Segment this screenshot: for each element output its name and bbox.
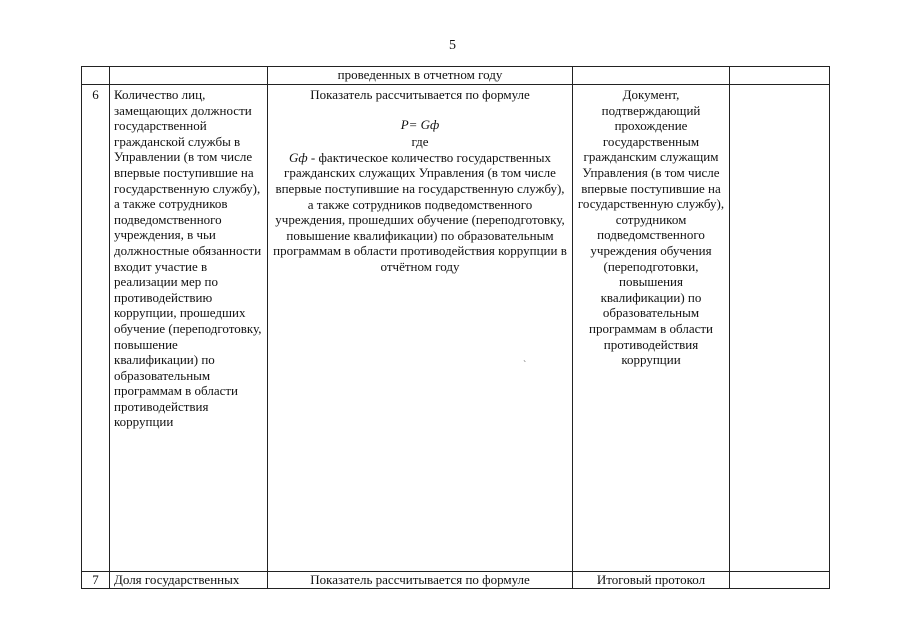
cell-extra: [730, 572, 830, 589]
cell-name: Количество лиц, замещающих должности государственной гражданской службы в Управлении (в том числе впервые поступившие на государственную службу), а также сотрудников подведомственного учреждения, в чьи должностные обязанности входит участие в реализации мер по противодействию коррупции, прошедших обучение (переподготовку, повышение квалификации) по образовательным программам в области противодействия коррупции: [110, 85, 268, 572]
method-intro: Показатель рассчитывается по формуле: [310, 87, 530, 102]
cell-extra: [730, 67, 830, 85]
formula-symbol: Gф: [289, 149, 308, 165]
cell-source: Документ, подтверждающий прохождение государственным гражданским служащим Управления (в том числе впервые поступившие на государственную службу), сотрудником подведомственного учреждения обучения (переподготовки, повышения квалификации) по образовательным программам в области противодействия коррупции: [573, 85, 730, 572]
scan-artifact-mark: ˋ: [523, 360, 527, 371]
cell-method: [268, 85, 573, 572]
cell-num: [82, 67, 110, 85]
formula-definition: [272, 150, 568, 275]
cell-extra: [730, 85, 830, 572]
cell-name: [110, 67, 268, 85]
formula-definition-text: - фактическое количество государственных гражданских служащих Управления (в том числе впервые поступившие на государственную службу), а также сотрудников подведомственного учреждения, прошедших обучение (переподготовку, повышение квалификации) по образовательным программам в области противодействия коррупции в отчётном году: [273, 149, 567, 274]
table-row-6: [82, 85, 830, 572]
cell-method: Показатель рассчитывается по формуле: [268, 572, 573, 589]
cell-source: [573, 67, 730, 85]
table-row-7: [82, 572, 830, 589]
cell-method: проведенных в отчетном году: [268, 67, 573, 85]
formula: P= Gф: [400, 116, 440, 132]
table-row-continuation: [82, 67, 830, 85]
indicator-table: [81, 66, 830, 589]
cell-num: 7: [82, 572, 110, 589]
cell-name: Доля государственных: [110, 572, 268, 589]
cell-num: 6: [82, 85, 110, 572]
cell-source: Итоговый протокол: [573, 572, 730, 589]
page-number: 5: [449, 38, 456, 53]
formula-where: где: [411, 134, 429, 150]
